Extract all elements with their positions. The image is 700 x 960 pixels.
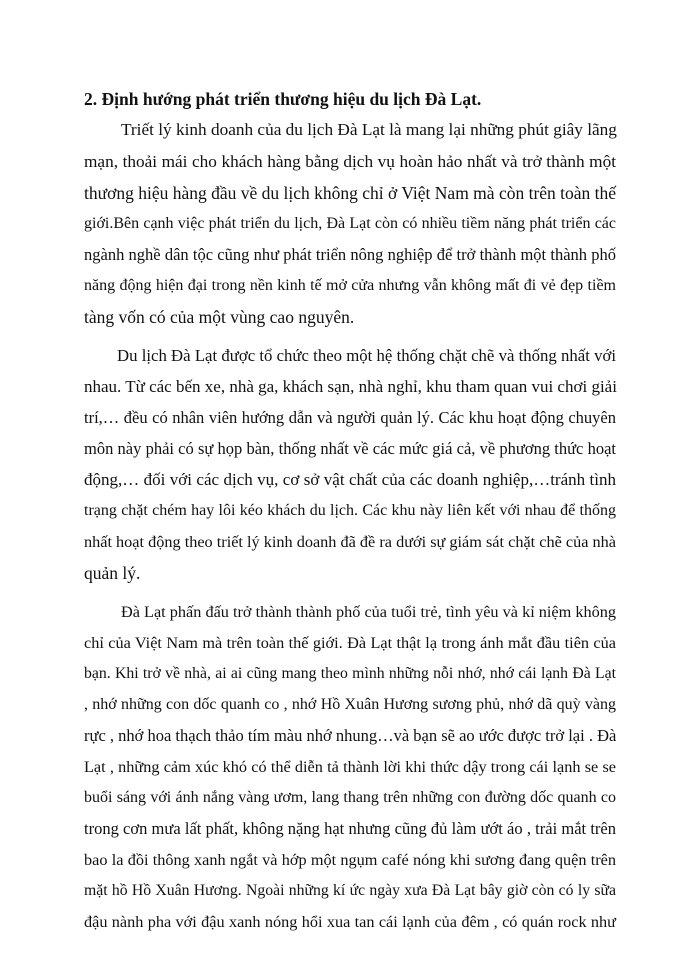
paragraph-line: Đà Lạt phấn đấu trở thành thành phố của tuổi trẻ, tình yêu và kỉ niệm không: [121, 603, 616, 621]
paragraph-line: Triết lý kinh doanh của du lịch Đà Lạt là mang lại những phút giây lãng: [121, 120, 617, 139]
section-heading: 2. Định hướng phát triển thương hiệu du lịch Đà Lạt.: [84, 89, 482, 109]
paragraph-line: nhau. Từ các bến xe, nhà ga, khách sạn, nhà nghỉ, khu tham quan vui chơi giải: [84, 377, 617, 396]
paragraph-line: trong cơn mưa lất phất, không nặng hạt nhưng cũng đủ làm ướt áo , trải mắt trên: [84, 819, 616, 838]
paragraph-line: nhất hoạt động theo triết lý kinh doanh đã đề ra dưới sự giám sát chặt chẽ của nhà: [84, 533, 616, 551]
paragraph-line: bao la đồi thông xanh ngắt và hớp một ngụm café nóng khi sương đang quện trên: [84, 851, 616, 869]
paragraph-line: buổi sáng với ánh nắng vàng ươm, lang thang trên những con đường dốc quanh co: [84, 789, 616, 806]
paragraph-line: mạn, thoải mái cho khách hàng bằng dịch vụ hoàn hảo nhất và trở thành một: [84, 152, 616, 171]
paragraph-line: ngành nghề dân tộc cũng như phát triển nông nghiệp để trở thành một thành phố: [84, 245, 616, 264]
paragraph-line: môn này phải có sự họp bàn, thống nhất về các mức giá cả, về phương thức hoạt: [84, 439, 616, 458]
paragraph-line: Du lịch Đà Lạt được tổ chức theo một hệ thống chặt chẽ và thống nhất với: [117, 346, 616, 365]
paragraph-line: động,… đối với các dịch vụ, cơ sở vật chất của các doanh nghiệp,…tránh tình: [84, 470, 616, 489]
paragraph-line: Lạt , những cảm xúc khó có thể diễn tả thành lời khi thức dậy trong cái lạnh se se: [84, 758, 616, 776]
paragraph-line: đậu nành pha với đậu xanh nóng hổi xua tan cái lạnh của đêm , có quán rock như: [84, 913, 616, 931]
paragraph-line: mặt hồ Hồ Xuân Hương. Ngoài những kí ức ngày xưa Đà Lạt bây giờ còn có ly sữa: [84, 882, 616, 899]
paragraph-line: rực , nhớ hoa thạch thảo tím màu nhớ nhung…và bạn sẽ ao ước được trở lại . Đà: [84, 726, 617, 745]
paragraph-line: giới.Bên cạnh việc phát triển du lịch, Đà Lạt còn có nhiều tiềm năng phát triển các: [84, 215, 616, 232]
paragraph-line: bạn. Khi trở về nhà, ai ai cũng mang theo mình những nỗi nhớ, nhớ cái lạnh Đà Lạt: [84, 665, 616, 682]
paragraph-line: trí,… đều có nhân viên hướng dẫn và người quản lý. Các khu hoạt động chuyên: [84, 408, 616, 427]
paragraph-line: quản lý.: [84, 563, 141, 583]
paragraph-line: tàng vốn có của một vùng cao nguyên.: [84, 307, 355, 327]
paragraph-line: , nhớ những con dốc quanh co , nhớ Hồ Xuân Hương sương phủ, nhớ dã quỳ vàng: [84, 696, 616, 713]
paragraph-line: chỉ của Việt Nam mà trên toàn thế giới. Đà Lạt thật lạ trong ánh mắt đầu tiên của: [84, 634, 616, 652]
paragraph-line: năng động hiện đại trong nền kinh tế mở cửa nhưng vẫn không mất đi vẻ đẹp tiềm: [84, 277, 616, 294]
paragraph-line: trạng chặt chém hay lôi kéo khách du lịch. Các khu này liên kết với nhau để thống: [84, 502, 616, 519]
paragraph-line: thương hiệu hàng đầu về du lịch không chỉ ở Việt Nam mà còn trên toàn thế: [84, 183, 617, 203]
